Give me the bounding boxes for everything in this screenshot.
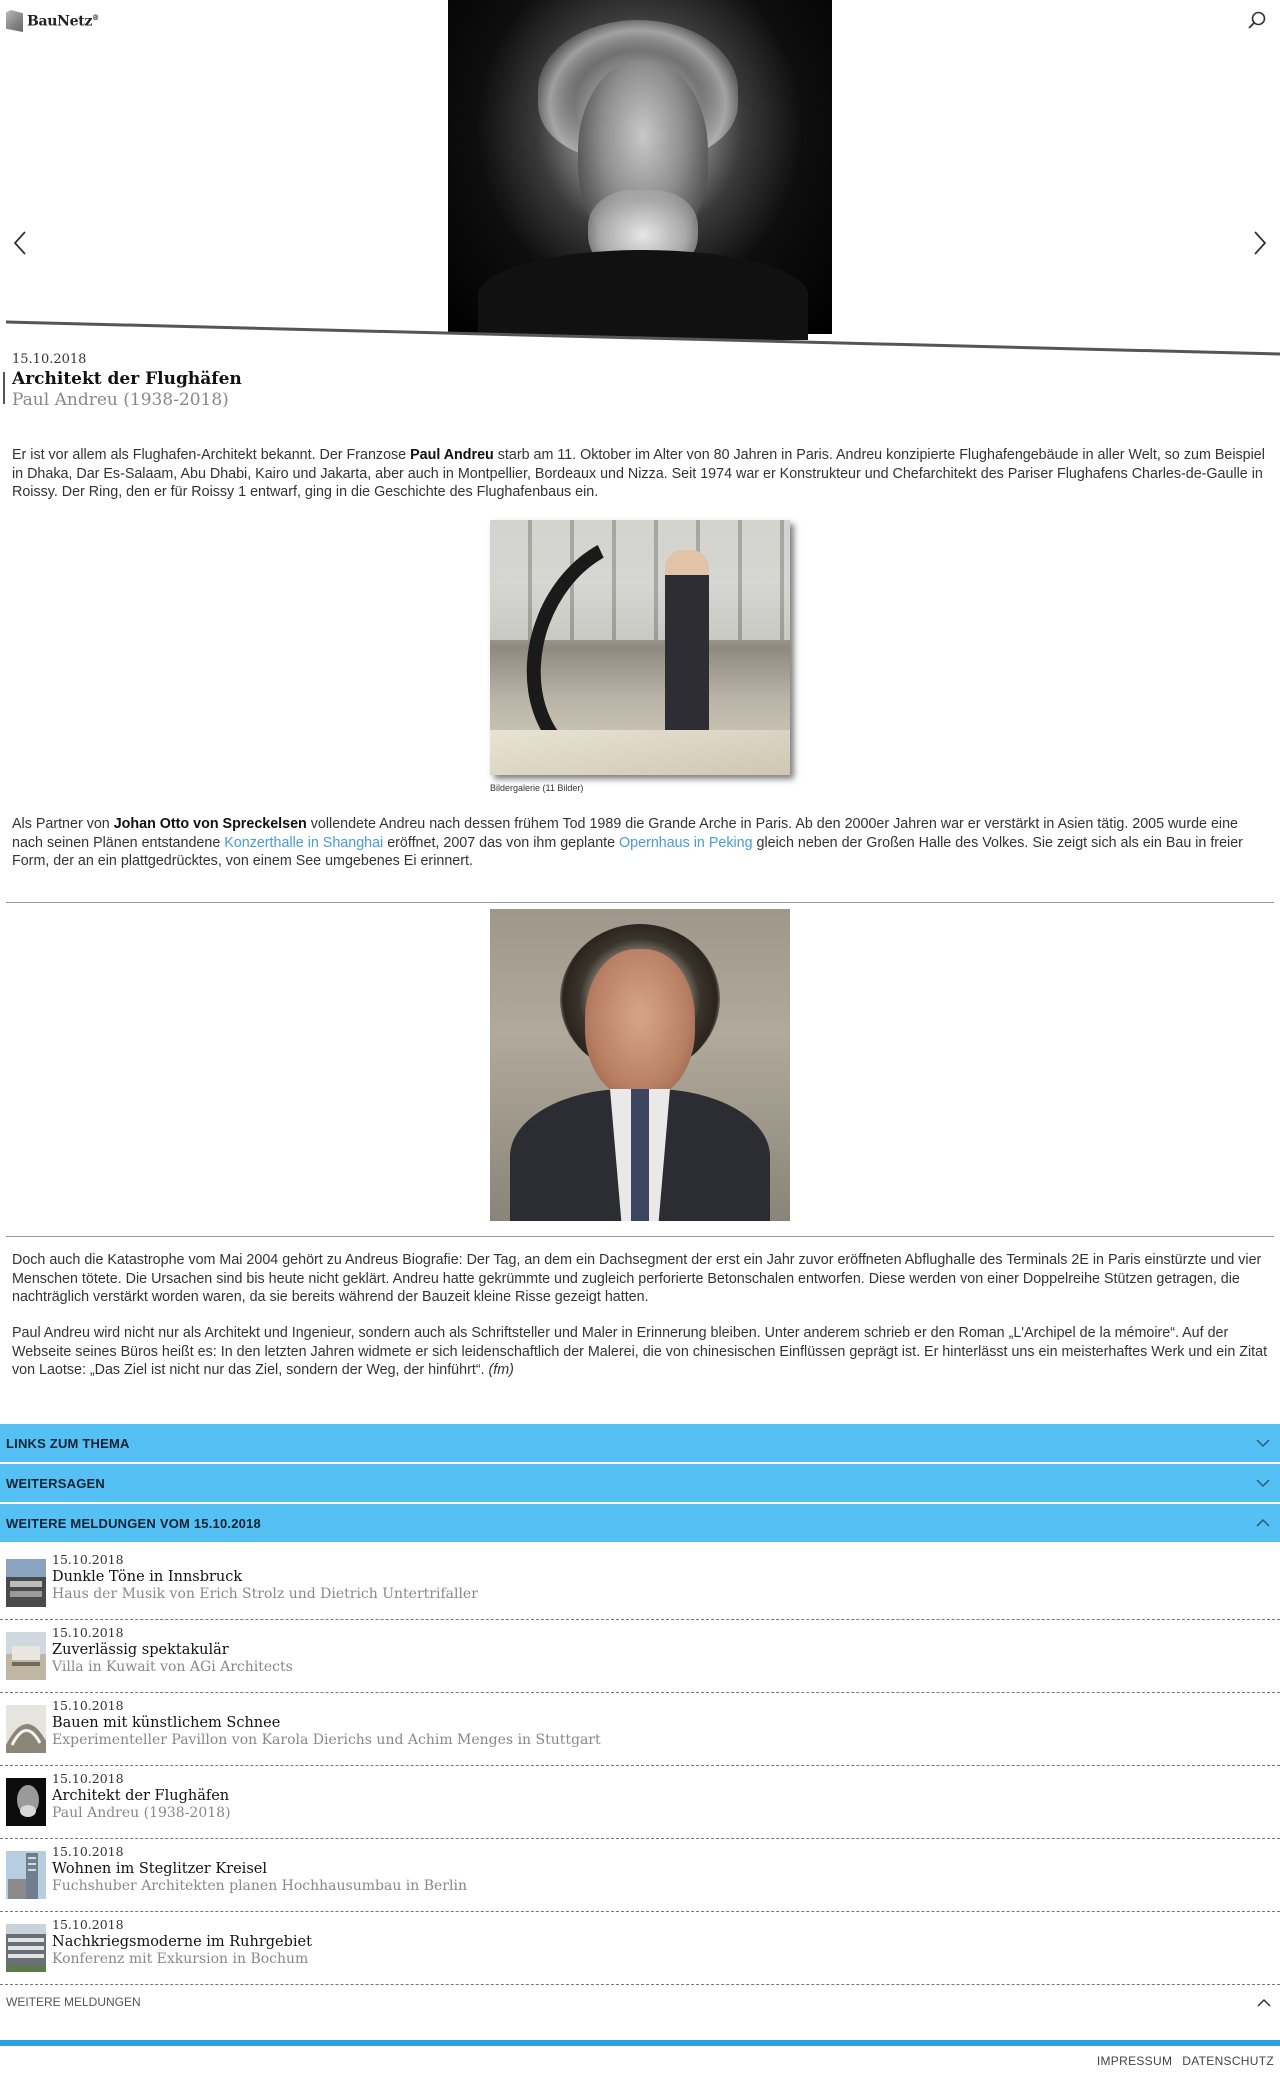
impressum-link[interactable]: IMPRESSUM [1096,2054,1173,2068]
accordion-label: WEITERE MELDUNGEN VOM 15.10.2018 [6,1515,261,1531]
news-date: 15.10.2018 [52,1844,124,1859]
news-date: 15.10.2018 [52,1552,124,1567]
gallery-image[interactable] [490,520,790,775]
article-paragraph-2 [12,815,1268,871]
news-title: Nachkriegsmoderne im Ruhrgebiet [52,1934,312,1950]
article-title: Architekt der Flughäfen [12,369,242,389]
text: eröffnet, 2007 das von ihm geplante [383,834,620,851]
article-date: 15.10.2018 [12,352,87,367]
news-title: Architekt der Flughäfen [52,1788,230,1804]
news-thumbnail [6,1705,46,1753]
datenschutz-link[interactable]: DATENSCHUTZ [1182,2054,1274,2068]
bold-name: Paul Andreu [410,447,494,463]
slider-prev-button[interactable] [10,228,30,258]
article-subtitle: Paul Andreu (1938-2018) [12,390,229,410]
accordion-links[interactable] [0,1424,1280,1462]
news-date: 15.10.2018 [52,1625,124,1640]
news-text [52,1917,312,1967]
link-opernhaus-peking[interactable]: Opernhaus in Peking [619,834,753,851]
hero-portrait-image[interactable] [448,0,832,334]
footer-links [1097,2054,1274,2068]
article-paragraph-4 [12,1324,1268,1380]
accordion-share[interactable] [0,1464,1280,1502]
news-subtitle: Villa in Kuwait von AGi Architects [52,1659,293,1675]
news-thumbnail [6,1924,46,1972]
portrait-image[interactable] [490,909,790,1221]
news-item[interactable] [0,1766,1280,1839]
news-title: Wohnen im Steglitzer Kreisel [52,1861,267,1877]
link-konzerthalle-shanghai[interactable]: Konzerthalle in Shanghai [224,834,384,851]
bold-name: Johan Otto von Spreckelsen [113,816,307,832]
article-paragraph-3: Doch auch die Katastrophe vom Mai 2004 gehört zu Andreus Biografie: Der Tag, an dem ein Dachsegment der erst ein Jahr zuvor eröffneten Abflughalle des Terminals 2E in Paris einstürzte und vier Menschen tötete. Die Ursachen sind bis heute nicht geklärt. Andreu hatte gekrümmte und zugleich perforierte Betonschalen entworfen. Diese werden von einer Doppelreihe Stützen getragen, die nachträglich verstärkt worden waren, da sie bereits während der Bauzeit kleine Risse gezeigt hatten. [12,1252,1262,1305]
sculpture-base [490,730,790,775]
news-subtitle: Paul Andreu (1938-2018) [52,1805,231,1821]
news-subtitle: Experimenteller Pavillon von Karola Dierichs und Achim Menges in Stuttgart [52,1732,601,1748]
news-text [52,1844,467,1894]
article-paragraph-1 [12,446,1268,502]
news-text [52,1698,601,1748]
news-thumbnail [6,1559,46,1607]
chevron-down-icon [1256,1436,1270,1450]
baunetz-logo[interactable] [6,10,99,32]
accordion-more-news[interactable] [0,1504,1280,1542]
chevron-down-icon [1256,1476,1270,1490]
baunetz-logo-icon [6,10,23,32]
text: gleich neben der Großen Halle des Volkes. Sie zeigt sich als ein Bau in freier Form, der an ein plattgedrücktes, von einem See umgebenes Ei erinnert. [12,834,1243,869]
architect-figure [665,550,709,760]
text: Er ist vor allem als Flughafen-Architekt bekannt. Der Franzose [12,447,411,463]
news-title: Bauen mit künstlichem Schnee [52,1715,281,1731]
news-item[interactable] [0,1693,1280,1766]
text: Paul Andreu wird nicht nur als Architekt und Ingenieur, sondern auch als Schriftsteller und Maler in Erinnerung bleiben. Unter anderem schrieb er den Roman „L'Archipel de la mémoire“. Auf der Webseite seines Büros heißt es: In den letzten Jahren widmete er sich leidenschaftlich der Malerei, die von chinesischen Einflüssen geprägt ist. Er hinterlässt uns ein meisterhaftes Werk und ein Zitat von Laotse: „Das Ziel ist nicht nur das Ziel, sondern der Weg, der hinführt“. [12,1325,1268,1378]
news-thumbnail [6,1778,46,1826]
portrait-face [585,949,695,1099]
gallery-caption[interactable]: Bildergalerie (11 Bilder) [490,783,584,793]
news-item[interactable] [0,1620,1280,1693]
news-subtitle: Fuchshuber Architekten planen Hochhausumbau in Berlin [52,1878,467,1894]
chevron-up-icon[interactable] [1256,1996,1272,2010]
slider-next-button[interactable] [1250,228,1270,258]
headline-marker [3,372,5,404]
chevron-up-icon [1256,1516,1270,1530]
divider [6,1236,1274,1237]
news-text [52,1771,231,1821]
news-subtitle: Konferenz mit Exkursion in Bochum [52,1951,309,1967]
news-thumbnail [6,1632,46,1680]
search-icon [1246,10,1268,32]
author-initials: (fm) [488,1362,514,1378]
news-item[interactable] [0,1912,1280,1985]
text: vollendete Andreu nach dessen frühem Tod 1989 die Grande Arche in Paris. Ab den 2000er Jahren war er verstärkt in Asien tätig. 2005 wurde eine nach seinen Plänen entstandene [12,816,1238,851]
accordion-label: WEITERSAGEN [6,1475,105,1491]
search-button[interactable] [1246,10,1268,32]
footer-bar [0,2040,1280,2046]
news-item[interactable] [0,1839,1280,1912]
news-thumbnail [6,1851,46,1899]
news-subtitle: Haus der Musik von Erich Strolz und Dietrich Untertrifaller [52,1586,478,1602]
news-text [52,1625,293,1675]
news-item[interactable] [0,1547,1280,1620]
news-text [52,1552,478,1602]
chevron-right-icon [1250,228,1270,258]
article-header [12,352,1212,410]
news-title: Zuverlässig spektakulär [52,1642,229,1658]
more-news-link[interactable]: WEITERE MELDUNGEN [6,1995,141,2009]
text: starb am 11. Oktober im Alter von 80 Jahren in Paris. Andreu konzipierte Flughafengebäude in aller Welt, so zum Beispiel in Dhaka, Dar Es-Salaam, Abu Dhabi, Kairo und Jakarta, aber auch in Montpellier, Bordeaux und Nizza. Seit 1974 war er Konstrukteur und Chefarchitekt des Pariser Flughafens Charles-de-Gaulle in Roissy. Der Ring, den er für Roissy 1 entwarf, ging in die Geschichte des Flughafenbaus ein. [12,447,1265,500]
news-date: 15.10.2018 [52,1771,124,1786]
divider [6,902,1274,903]
accordion-label: LINKS ZUM THEMA [6,1435,130,1451]
logo-text: BauNetz® [27,12,99,30]
chevron-left-icon [10,228,30,258]
news-date: 15.10.2018 [52,1698,124,1713]
text: Als Partner von [12,816,114,832]
news-date: 15.10.2018 [52,1917,124,1932]
news-title: Dunkle Töne in Innsbruck [52,1569,243,1585]
